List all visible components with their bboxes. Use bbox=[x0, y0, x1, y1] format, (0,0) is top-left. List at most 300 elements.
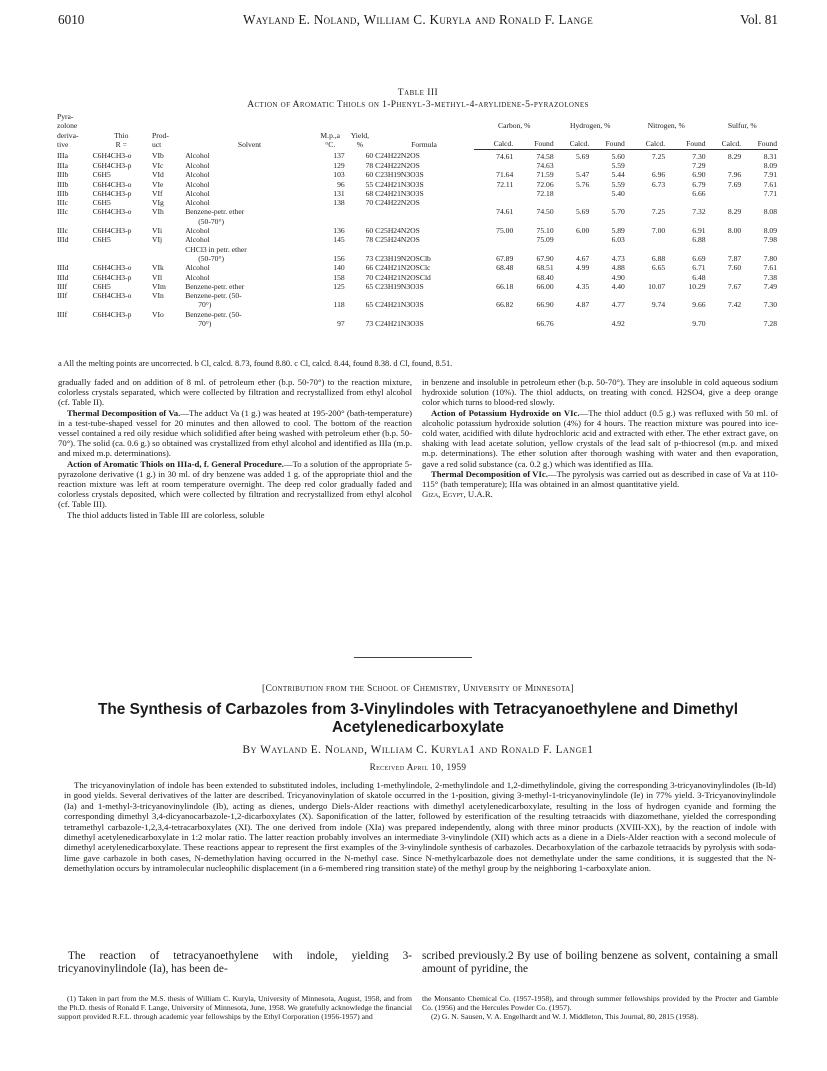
paragraph: gradually faded and on addition of 8 ml. of petroleum ether (b.p. 50-70°) to the reaction mixture, colorless crystals separated, which were collected by filtration and recrystallized from ethyl alcohol (cf. Table II). bbox=[58, 377, 412, 408]
table-cell: Benzene-petr. ether bbox=[185, 207, 245, 217]
table-cell: 137 bbox=[333, 151, 345, 161]
table-cell: 140 bbox=[333, 263, 345, 273]
table-cell: (50-70°) bbox=[198, 253, 225, 263]
col-header-calcd: Calcd. bbox=[626, 130, 666, 149]
table-cell: 8.09 bbox=[763, 226, 777, 236]
table-cell: 6.91 bbox=[692, 226, 706, 236]
table-cell: 67.90 bbox=[536, 253, 554, 263]
table-cell: 6.73 bbox=[651, 179, 666, 189]
table-cell: 75.09 bbox=[536, 235, 554, 245]
table-cell: 4.40 bbox=[611, 281, 625, 291]
table-cell bbox=[474, 319, 514, 328]
table-cell bbox=[346, 291, 374, 300]
table-cell: Benzene-petr. (50- bbox=[185, 309, 242, 319]
table-cell: C23H19N3O3S bbox=[375, 281, 424, 291]
table-cell: 5.59 bbox=[611, 160, 625, 170]
table-cell: Benzene-petr. ether bbox=[185, 281, 245, 291]
table-cell: 7.29 bbox=[692, 160, 706, 170]
table-cell bbox=[590, 291, 626, 300]
table-cell: 73 bbox=[365, 319, 374, 329]
table-cell: 10.29 bbox=[688, 281, 706, 291]
table-cell bbox=[590, 245, 626, 254]
table-cell bbox=[315, 217, 346, 226]
table-cell: 4.87 bbox=[575, 300, 590, 310]
paragraph-body: —The adduct Va (1 g.) was heated at 195-200° (bath-temperature) in a test-tube-shaped vessel for 20 minutes and then allowed to cool. The bottom of the reaction vessel contained a red oily residue which solidified after being washed with petroleum ether (b.p. 50-70°). The solid (ca. 0.6 g.) so obtained was crystallized from ethyl alcohol and identified as IIIa (m.p. and mixed m.p. determinations). bbox=[58, 407, 412, 459]
table-row bbox=[56, 310, 778, 319]
table-cell: VIf bbox=[151, 188, 163, 198]
table-cell: 5.44 bbox=[611, 170, 625, 180]
col-header-thio: Thio R = bbox=[114, 130, 129, 149]
table-cell: 6.71 bbox=[692, 263, 706, 273]
table-cell: C24H21N3O3S bbox=[375, 319, 424, 329]
table-cell: 5.69 bbox=[575, 151, 590, 161]
table-row bbox=[56, 291, 778, 300]
table-cell: 7.67 bbox=[727, 281, 742, 291]
paragraph: in benzene and insoluble in petroleum ether (b.p. 50-70°). They are insoluble in cold aqueous sodium hydroxide solution (10%). The thiol adducts, on treating with concd. H2SO4, give a deep orange color which turns to blood-red slowly. bbox=[422, 377, 778, 408]
table-cell: 8.29 bbox=[727, 151, 742, 161]
table-cell: 68.51 bbox=[536, 263, 554, 273]
table-cell: 5.89 bbox=[611, 226, 625, 236]
table-cell: C6H4CH3-o bbox=[92, 179, 132, 189]
section-heading: Thermal Decomposition of VIc. bbox=[431, 468, 548, 479]
table-cell bbox=[151, 217, 184, 226]
col-header-yield: Yield, % bbox=[350, 130, 370, 149]
table-cell: IIIf bbox=[57, 291, 68, 301]
paragraph-body: —To a solution of the appropriate 5-pyrazolone derivative (1 g.) in 30 ml. of dry benzene was added 1 g. of the appropriate thiol and the reaction mixture was left at room temperature overnight. The deep red color gradually faded and colorless crystals deposited, which were collected by filtration and recrystallized from ethyl alcohol (cf. Table III). bbox=[58, 458, 413, 510]
table-cell bbox=[666, 291, 706, 300]
table-cell bbox=[56, 319, 92, 328]
table-row bbox=[56, 319, 778, 328]
table-cell: 6.00 bbox=[575, 226, 590, 236]
table-cell: C6H4CH3-p bbox=[92, 272, 132, 282]
table-cell bbox=[514, 310, 554, 319]
paragraph bbox=[58, 408, 412, 459]
table-cell bbox=[151, 319, 184, 328]
table-cell bbox=[742, 245, 778, 254]
table-cell: 66.76 bbox=[536, 319, 554, 329]
table-row bbox=[56, 170, 778, 179]
table-row bbox=[56, 226, 778, 235]
table-cell: 7.49 bbox=[763, 281, 777, 291]
running-header bbox=[58, 12, 778, 30]
table-cell bbox=[626, 189, 666, 198]
table-cell: Alcohol bbox=[185, 188, 210, 198]
table-cell: C6H5 bbox=[92, 281, 111, 291]
table-cell bbox=[707, 319, 743, 328]
col-header-formula: Formula bbox=[411, 139, 437, 149]
table-cell: VIl bbox=[151, 272, 163, 282]
table-cell: 60 bbox=[365, 151, 374, 161]
table-cell: Alcohol bbox=[185, 272, 210, 282]
table-cell bbox=[590, 310, 626, 319]
table-body bbox=[56, 149, 778, 328]
table-cell bbox=[346, 310, 374, 319]
table-cell bbox=[666, 245, 706, 254]
table-cell bbox=[626, 161, 666, 170]
table-cell: 145 bbox=[333, 235, 345, 245]
table-cell bbox=[626, 319, 666, 328]
table-cell: C23H19N2OSClb bbox=[375, 253, 431, 263]
table-cell bbox=[707, 161, 743, 170]
table-cell: C25H24N2OS bbox=[375, 226, 420, 236]
table-cell: 6.69 bbox=[692, 253, 706, 263]
table-cell: 66.18 bbox=[496, 281, 514, 291]
table-cell: 7.28 bbox=[763, 319, 777, 329]
table-cell bbox=[555, 319, 591, 328]
table-cell: 75.10 bbox=[536, 226, 554, 236]
table-cell bbox=[151, 245, 184, 254]
table-cell: Alcohol bbox=[185, 151, 210, 161]
table-cell bbox=[315, 245, 346, 254]
table-cell: C24H21N2OSClc bbox=[375, 263, 431, 273]
table-cell bbox=[626, 310, 666, 319]
table-cell: 75.00 bbox=[496, 226, 514, 236]
col-header-found: Found bbox=[514, 130, 554, 149]
table-cell bbox=[92, 245, 151, 254]
table-cell bbox=[707, 291, 743, 300]
table-cell: 97 bbox=[337, 319, 345, 329]
table-cell: 70 bbox=[365, 198, 374, 208]
table-cell bbox=[56, 217, 92, 226]
table-cell: 74.61 bbox=[496, 207, 514, 217]
table-cell bbox=[626, 217, 666, 226]
table-cell: C24H22N2OS bbox=[375, 198, 420, 208]
col-header-mp: M.p.,a °C. bbox=[320, 130, 341, 149]
table-cell: 7.69 bbox=[727, 179, 742, 189]
table-cell: 7.32 bbox=[692, 207, 706, 217]
table-cell: 7.38 bbox=[763, 272, 777, 282]
table-cell bbox=[92, 300, 151, 309]
table-cell bbox=[666, 217, 706, 226]
section-heading: Action of Aromatic Thiols on IIIa-d, f. General Procedure. bbox=[67, 458, 284, 469]
table-row bbox=[56, 149, 778, 161]
table-cell: 66 bbox=[365, 263, 374, 273]
table-cell: 6.65 bbox=[651, 263, 666, 273]
table-cell: 78 bbox=[365, 235, 374, 245]
table-cell bbox=[474, 198, 514, 207]
table-cell: (50-70°) bbox=[198, 216, 225, 226]
col-header-pyrazolone: Pyra- zolone deriva- tive bbox=[57, 112, 79, 149]
table-cell: 10.07 bbox=[648, 281, 666, 291]
table-title: Table III bbox=[397, 88, 439, 98]
table-cell: 7.30 bbox=[763, 300, 777, 310]
table-cell: 7.80 bbox=[763, 253, 777, 263]
table-cell: IIIb bbox=[57, 179, 69, 189]
table-cell: Alcohol bbox=[185, 198, 210, 208]
table-cell: 9.70 bbox=[692, 319, 706, 329]
table-cell bbox=[555, 273, 591, 282]
table-cell: C6H5 bbox=[92, 235, 111, 245]
table-cell bbox=[346, 217, 374, 226]
table-cell bbox=[626, 235, 666, 244]
table-cell: 6.66 bbox=[692, 188, 706, 198]
table-cell: 6.79 bbox=[692, 179, 706, 189]
table-cell: 7.61 bbox=[763, 179, 777, 189]
table-cell: VIi bbox=[151, 226, 163, 236]
table-cell bbox=[56, 300, 92, 309]
table-cell: 65 bbox=[365, 281, 374, 291]
table-cell: IIId bbox=[57, 272, 69, 282]
table-cell bbox=[92, 319, 151, 328]
table-cell: 6.90 bbox=[692, 170, 706, 180]
table-cell: 66.82 bbox=[496, 300, 514, 310]
table-cell bbox=[626, 198, 666, 207]
table-cell: 72.06 bbox=[536, 179, 554, 189]
table-cell: 8.31 bbox=[763, 151, 777, 161]
table-cell bbox=[666, 198, 706, 207]
table-cell: 74.63 bbox=[536, 160, 554, 170]
intro-paragraph-right: scribed previously.2 By use of boiling benzene as solvent, containing a small amount of pyridine, the bbox=[422, 950, 778, 976]
table-cell: 71.59 bbox=[536, 170, 554, 180]
running-authors: Wayland E. Noland, William C. Kuryla and Ronald F. Lange bbox=[243, 12, 593, 27]
table-cell: C23H19N3O3S bbox=[375, 170, 424, 180]
paragraph bbox=[422, 469, 778, 489]
table-cell: C24H21N3O3S bbox=[375, 188, 424, 198]
table-cell: C6H4CH3-o bbox=[92, 291, 132, 301]
table-row bbox=[56, 207, 778, 216]
table-cell: VIm bbox=[151, 281, 166, 291]
col-header-found: Found bbox=[590, 130, 626, 149]
table-cell: 7.98 bbox=[763, 235, 777, 245]
table-cell bbox=[555, 310, 591, 319]
section-heading: Action of Potassium Hydroxide on VIc. bbox=[431, 407, 580, 418]
col-header-product: Prod- uct bbox=[151, 130, 169, 149]
footnotes-right bbox=[422, 994, 778, 1022]
table-row bbox=[56, 180, 778, 189]
table-cell: C6H4CH3-p bbox=[92, 160, 132, 170]
table-cell bbox=[742, 198, 778, 207]
table-cell: IIIa bbox=[57, 160, 68, 170]
table-cell: C24H22N2OS bbox=[375, 160, 420, 170]
table-cell: VId bbox=[151, 170, 164, 180]
paragraph bbox=[58, 459, 412, 510]
table-cell bbox=[346, 207, 374, 216]
table-cell bbox=[555, 235, 591, 244]
table-cell: 7.42 bbox=[727, 300, 742, 310]
paragraph-body: —The thiol adduct (0.5 g.) was refluxed with 50 ml. of alcoholic potassium hydroxide solution (4%) for 4 hours. The reaction mixture was poured into ice-cold water, acidified with dilute hydrochloric acid and extracted with ether. The ether extract gave, on shaking with lead acetate solution, yellow crystals of the lead salt of p-thiocresol (m.p. and mixed m.p. determinations). The ether solution after thorough washing with water and then evaporation, gave a red solid substance (ca. 0.2 g.) which was identified as IIIa. bbox=[422, 407, 778, 469]
table-row bbox=[56, 254, 778, 263]
table-cell: 6.88 bbox=[651, 253, 666, 263]
table-cell: 8.29 bbox=[727, 207, 742, 217]
table-cell bbox=[92, 217, 151, 226]
table-cell bbox=[346, 245, 374, 254]
abstract: The tricyanovinylation of indole has been extended to substituted indoles, including 1-methylindole, 2-methylindole and 1,2-dimethylindole, giving the corresponding 3-tricyanovinylindoles (Ib-Id) in good yields. Several derivatives of the latter are described. Tricyanovinylation of skatole occurred in the 1-position, giving 3-methyl-1-tricyanovinylindole (Ie) in 77% yield. 3-Tricyanovinylindole (Ia) and 1-methyl-3-tricyanovinylindole (Ib), acting as dienes, undergo Diels-Alder reactions with dimethyl acetylenedicarboxylate, resulting in the loss of hydrogen cyanide and forming the corresponding dimethyl 3,4-dicyanocarbazole-1,2-dicarboxylates (X). Saponification of the latter, followed by esterification of the resulting tetraacids with diazomethane, yielded the corresponding tetramethyl carbazole-1,2,3,4-tetracarboxylates (XI). The one derived from indole (XIa) was prepared independently, along with three minor products (XVIII-XX), by the reaction of indole with dimethyl acetylenedicarboxylate in 1:2 molar ratio. The latter reaction probably involves an intermediate 3-vinylindole (XII) which acts as a diene in a Diels-Alder reaction with a second molecule of dimethyl acetylenedicarboxylate. These reactions appear to represent the first examples of the 3-vinylindole synthesis of carbazoles. Decarboxylation of the carbazole tetraacids by pyrolysis with soda-lime gave carbazole in both cases, N-demethylation having occurred in the N-methyl case. Since N-methylcarbazole does not demethylate under the same conditions, it is suggested that the N-demethylation occurs by intramolecular nucleophilic displacement (in a 6-membered ring transition state) of the methyl group by the neighboring 1-carboxylate anion. bbox=[64, 780, 776, 874]
table-cell: VIh bbox=[151, 207, 164, 217]
table-cell bbox=[555, 198, 591, 207]
table-cell bbox=[626, 291, 666, 300]
table-cell: 5.59 bbox=[611, 179, 625, 189]
table-cell: 6.03 bbox=[611, 235, 625, 245]
table-cell bbox=[315, 291, 346, 300]
table-cell: C24H21N3O3S bbox=[375, 300, 424, 310]
table-cell bbox=[555, 217, 591, 226]
table-cell bbox=[474, 291, 514, 300]
table-cell bbox=[56, 254, 92, 263]
col-group-sulfur: Sulfur, % bbox=[727, 120, 757, 130]
table-cell bbox=[514, 291, 554, 300]
table-cell: 5.76 bbox=[575, 179, 590, 189]
table-cell: 125 bbox=[333, 281, 345, 291]
table-cell: VIn bbox=[151, 291, 164, 301]
paragraph bbox=[422, 408, 778, 469]
table-cell: C6H4CH3-p bbox=[92, 226, 132, 236]
table-cell: CHCl3 in petr. ether bbox=[185, 244, 247, 254]
table-cell: 73 bbox=[365, 253, 374, 263]
table-cell bbox=[374, 310, 474, 319]
table-cell: 68.40 bbox=[536, 272, 554, 282]
table-cell: C24H22N2OS bbox=[375, 151, 420, 161]
table-cell: 7.60 bbox=[727, 263, 742, 273]
footnote-1-continued: the Monsanto Chemical Co. (1957-1958), and through summer fellowships provided by the Procter and Gamble Co. (1956) and the Hercules Powder Co. (1957). bbox=[422, 994, 778, 1013]
table-footnote: a All the melting points are uncorrected. b Cl, calcd. 8.73, found 8.80. c Cl, calcd. 8.44, found 8.38. d Cl, found, 8.51. bbox=[58, 359, 453, 368]
received-date: Received April 10, 1959 bbox=[369, 762, 467, 772]
table-cell bbox=[707, 217, 743, 226]
table-cell: 7.61 bbox=[763, 263, 777, 273]
paragraph: The thiol adducts listed in Table III are colorless, soluble bbox=[67, 509, 265, 520]
table-cell: IIIc bbox=[57, 226, 68, 236]
table-cell: 66.90 bbox=[536, 300, 554, 310]
table-cell bbox=[474, 310, 514, 319]
table-cell: 4.73 bbox=[611, 253, 625, 263]
table-cell bbox=[626, 245, 666, 254]
table-cell bbox=[514, 245, 554, 254]
table-cell: Alcohol bbox=[185, 170, 210, 180]
table-cell: VIj bbox=[151, 235, 163, 245]
table-cell bbox=[707, 235, 743, 244]
table-cell: 55 bbox=[365, 179, 374, 189]
col-group-nitrogen: Nitrogen, % bbox=[647, 120, 685, 130]
table-cell: 136 bbox=[333, 226, 345, 236]
table-cell: 67.89 bbox=[496, 253, 514, 263]
table-row bbox=[56, 217, 778, 226]
table-cell bbox=[474, 161, 514, 170]
table-cell: IIIf bbox=[57, 281, 68, 291]
table-cell: 6.48 bbox=[692, 272, 706, 282]
table-cell: 4.67 bbox=[575, 253, 590, 263]
table-cell bbox=[555, 245, 591, 254]
section-divider bbox=[354, 657, 472, 658]
table-cell bbox=[514, 198, 554, 207]
table-cell bbox=[374, 207, 474, 216]
table-cell: 7.91 bbox=[763, 170, 777, 180]
table-cell: 7.71 bbox=[763, 188, 777, 198]
table-cell bbox=[707, 310, 743, 319]
table-cell: C6H4CH3-p bbox=[92, 188, 132, 198]
table-row bbox=[56, 161, 778, 170]
table-row bbox=[56, 198, 778, 207]
table-caption: Action of Aromatic Thiols on 1-Phenyl-3-methyl-4-arylidene-5-pyrazolones bbox=[247, 100, 589, 110]
table-cell: 5.69 bbox=[575, 207, 590, 217]
table-cell: VIb bbox=[151, 151, 164, 161]
section-heading: Thermal Decomposition of Va. bbox=[67, 407, 181, 418]
table-cell: IIIf bbox=[57, 309, 68, 319]
col-header-found: Found bbox=[666, 130, 706, 149]
table-cell bbox=[742, 310, 778, 319]
article-title: The Synthesis of Carbazoles from 3-Vinylindoles with Tetracyanoethylene and Dimethyl Acetylenedicarboxylate bbox=[97, 701, 738, 736]
article-authors: By Wayland E. Noland, William C. Kuryla1 and Ronald F. Lange1 bbox=[242, 744, 594, 756]
table-cell: C6H4CH3-o bbox=[92, 263, 132, 273]
table-cell: 60 bbox=[365, 170, 374, 180]
right-text-column bbox=[422, 377, 778, 499]
table-cell: 158 bbox=[333, 272, 345, 282]
table-row bbox=[56, 245, 778, 254]
page-number: 6010 bbox=[58, 12, 85, 27]
table-cell bbox=[555, 161, 591, 170]
col-header-found: Found bbox=[742, 130, 778, 149]
table-cell bbox=[474, 273, 514, 282]
table-cell: 129 bbox=[333, 160, 345, 170]
table-cell: Alcohol bbox=[185, 179, 210, 189]
place-line: Giza, Egypt, U.A.R. bbox=[422, 489, 493, 500]
table-cell: 7.25 bbox=[651, 207, 666, 217]
table-cell: 4.35 bbox=[575, 281, 590, 291]
table-cell: IIIc bbox=[57, 207, 68, 217]
table-cell bbox=[707, 198, 743, 207]
table-cell: 156 bbox=[333, 253, 345, 263]
table-cell bbox=[151, 254, 184, 263]
table-cell: IIIc bbox=[57, 198, 68, 208]
table-cell: VIk bbox=[151, 263, 164, 273]
table-cell: 4.99 bbox=[575, 263, 590, 273]
table-cell: 74.61 bbox=[496, 151, 514, 161]
table-cell bbox=[707, 273, 743, 282]
table-cell: C25H24N2OS bbox=[375, 235, 420, 245]
table-cell: 74.50 bbox=[536, 207, 554, 217]
table-cell: 70°) bbox=[198, 319, 212, 329]
table-cell bbox=[742, 291, 778, 300]
table-cell: 6.88 bbox=[692, 235, 706, 245]
table-cell: IIIb bbox=[57, 170, 69, 180]
table-cell bbox=[707, 245, 743, 254]
table-cell: 68.48 bbox=[496, 263, 514, 273]
table-cell: 6.96 bbox=[651, 170, 666, 180]
table-cell: C6H4CH3-o bbox=[92, 151, 132, 161]
table-cell: C6H5 bbox=[92, 198, 111, 208]
table-cell bbox=[742, 217, 778, 226]
table-cell: 7.87 bbox=[727, 253, 742, 263]
table-cell: 5.47 bbox=[575, 170, 590, 180]
table-cell: C24H21N2OSCld bbox=[375, 272, 431, 282]
table-cell bbox=[315, 310, 346, 319]
table-cell bbox=[474, 235, 514, 244]
table-cell: 60 bbox=[365, 226, 374, 236]
col-header-calcd: Calcd. bbox=[707, 130, 743, 149]
table-cell bbox=[555, 189, 591, 198]
table-cell bbox=[707, 189, 743, 198]
table-cell: 5.70 bbox=[611, 207, 625, 217]
table-cell bbox=[92, 254, 151, 263]
table-cell: 8.08 bbox=[763, 207, 777, 217]
table-cell bbox=[374, 291, 474, 300]
contribution-line: [Contribution from the School of Chemistry, University of Minnesota] bbox=[261, 683, 575, 694]
left-text-column bbox=[58, 377, 412, 520]
footnote-1: (1) Taken in part from the M.S. thesis of William C. Kuryla, University of Minnesota, August, 1958, and from the Ph.D. thesis of Ronald F. Lange, University of Minnesota, June, 1958. We gratefully acknowledge the financial support provided R.F.L. through academic year fellowships by the Ethyl Corporation (1956-1957) and bbox=[58, 994, 412, 1022]
table-cell: 72.18 bbox=[536, 188, 554, 198]
table-cell: Alcohol bbox=[185, 263, 210, 273]
table-cell: VIo bbox=[151, 309, 164, 319]
table-cell bbox=[374, 217, 474, 226]
table-cell: 5.60 bbox=[611, 151, 625, 161]
table-cell: 131 bbox=[333, 188, 345, 198]
table-cell bbox=[514, 217, 554, 226]
table-cell: 7.96 bbox=[727, 170, 742, 180]
table-cell: Alcohol bbox=[185, 160, 210, 170]
table-cell: 4.90 bbox=[611, 272, 625, 282]
table-cell: 4.77 bbox=[611, 300, 625, 310]
table-cell: 96 bbox=[337, 179, 345, 189]
table-cell: 4.92 bbox=[611, 319, 625, 329]
table-cell: Benzene-petr. (50- bbox=[185, 291, 242, 301]
